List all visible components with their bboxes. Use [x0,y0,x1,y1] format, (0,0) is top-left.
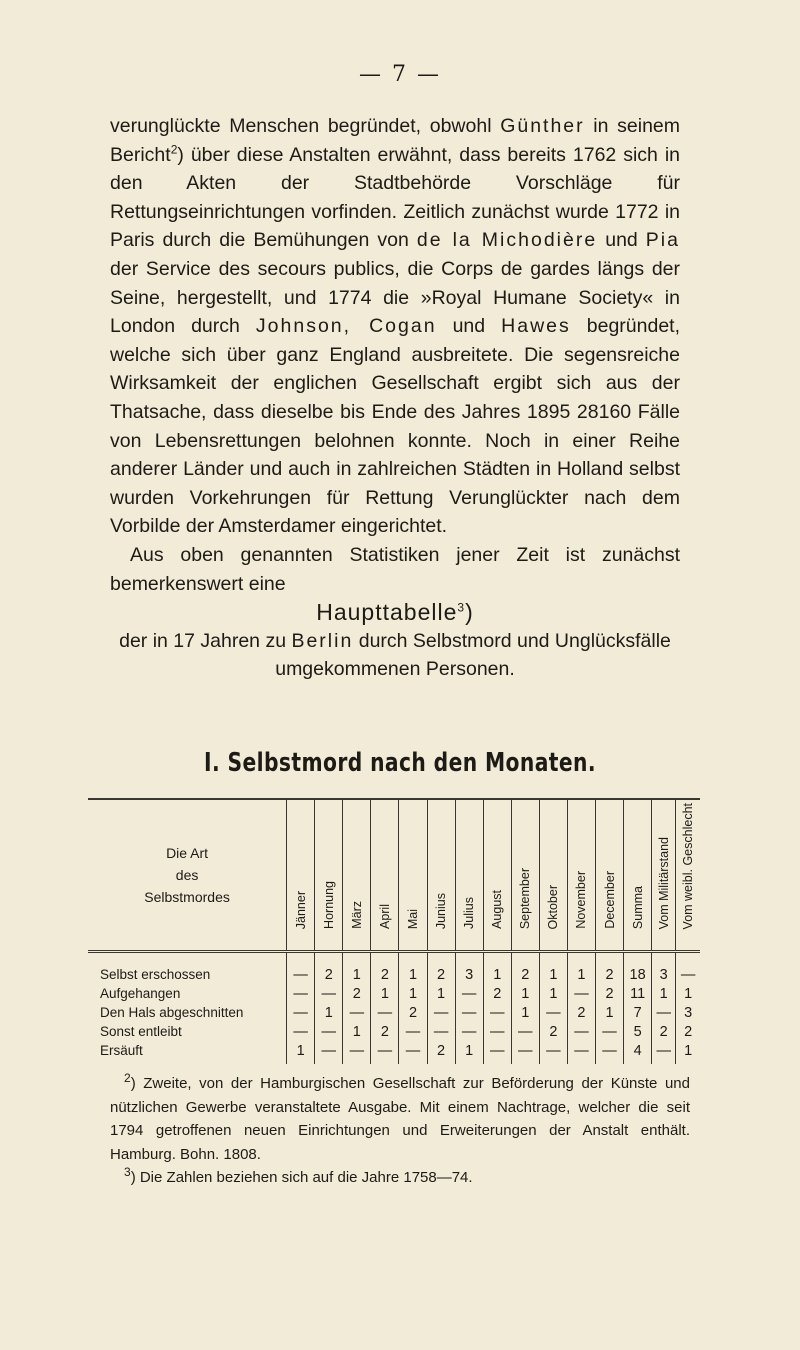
table-cell: — [287,1003,315,1022]
body-text [110,112,680,684]
column-header [371,799,399,952]
table-cell: — [287,952,315,985]
name-johnson-cogan: Johnson, Cogan [255,315,437,338]
table-cell: — [343,1041,371,1064]
text-run: der Service des secours publics, die Corps de gardes längs der Seine, hergestellt, und 1774 die »Royal Humane Society« in London durch [110,257,680,338]
text-run: und [436,315,502,338]
table-cell: — [483,1041,511,1064]
column-header-label: December [602,871,617,929]
table-cell: 1 [539,952,567,985]
column-header [596,799,624,952]
table-header-row [88,799,700,952]
table-row [88,1003,700,1022]
text-run: und [597,229,646,252]
column-header-label: Vom Militärstand [656,836,671,929]
footnote-mark-3: 3 [124,1165,131,1179]
row-kind: Aufgehangen [100,986,181,1001]
table-cell: 7 [624,1003,652,1022]
table-subtitle [110,627,680,684]
column-header-label: Mai [405,908,420,929]
table-cell: 2 [399,1003,427,1022]
column-header-label: Jänner [293,890,308,929]
table-cell: 1 [399,952,427,985]
footnote-text: ) Die Zahlen beziehen sich auf die Jahre 1758—74. [130,1169,473,1186]
table-cell: — [399,1041,427,1064]
table-cell: — [676,952,700,985]
column-header-label: Summa [630,885,645,929]
table-cell: 1 [567,952,595,985]
statistics-table [88,798,700,1064]
column-header-label: April [377,903,392,929]
table-cell: — [511,1041,539,1064]
row-kind: Selbst erschossen [100,967,211,982]
table-cell: — [343,1003,371,1022]
table-cell: 2 [652,1022,676,1041]
row-kind: Den Hals abgeschnitten [100,1005,244,1020]
table-cell: 2 [596,984,624,1003]
paragraph-2: Aus oben genannten Statistiken jener Zeit ist zunächst bemerkenswert eine [110,543,680,595]
table-cell: — [596,1041,624,1064]
table-cell: 2 [596,952,624,985]
table-cell: 2 [371,952,399,985]
text-run: der in 17 Jahren zu [119,629,292,652]
column-header [483,799,511,952]
table-cell: — [567,1022,595,1041]
column-header-label: Junius [434,892,449,929]
footnotes [110,1072,690,1190]
table-cell: 2 [539,1022,567,1041]
table-cell: 1 [371,984,399,1003]
table-cell: — [596,1022,624,1041]
table-cell: — [315,1022,343,1041]
column-header [427,799,455,952]
table-cell: 1 [483,952,511,985]
table-cell: — [652,1003,676,1022]
paragraph-1 [110,112,680,541]
table-cell: — [315,1041,343,1064]
table-cell: 1 [343,952,371,985]
footnote-ref-2: 2 [170,142,178,157]
table-cell: 3 [455,952,483,985]
statistics-table-wrap [88,798,700,1064]
table-cell: 1 [287,1041,315,1064]
table-cell: 1 [676,984,700,1003]
table-cell: 1 [539,984,567,1003]
table-cell: 1 [676,1041,700,1064]
table-row [88,984,700,1003]
name-michodiere: de la Michodière [416,229,598,252]
column-header [567,799,595,952]
table-cell: 1 [455,1041,483,1064]
column-header-label: September [518,867,533,929]
footnote-mark-2: 2 [124,1071,131,1085]
footnote-2 [110,1072,690,1166]
column-header-label: August [490,890,505,929]
table-cell: 4 [624,1041,652,1064]
table-row [88,1022,700,1041]
table-cell: 1 [315,1003,343,1022]
table-cell: 1 [343,1022,371,1041]
table-cell: 1 [511,984,539,1003]
table-row [88,1041,700,1064]
page-number: — 7 — [359,62,441,87]
footnote-ref-3: 3 [457,600,466,615]
column-header-label: November [574,871,589,929]
table-cell: — [287,984,315,1003]
column-header [624,799,652,952]
table-cell: 3 [652,952,676,985]
column-header-label: März [349,901,364,929]
table-cell: 2 [427,952,455,985]
table-cell: 2 [343,984,371,1003]
column-header [511,799,539,952]
footnote-text: ) Zweite, von der Hamburgischen Gesellschaft zur Beförderung der Künste und nützlichen Gewerbe veranstaltete Ausgabe. Mit einem Nachtrage, welcher die seit 1794 getroffenen neuen Einrichtungen und Erweiterungen der Anstalt enthält. Hamburg. Bohn. 1808. [110,1075,690,1163]
table-cell: 1 [596,1003,624,1022]
table-cell: — [455,984,483,1003]
kind-header [88,799,287,952]
table-cell: 2 [371,1022,399,1041]
column-header [455,799,483,952]
table-cell: — [427,1022,455,1041]
column-header [287,799,315,952]
text-run: durch Selbstmord und Unglücksfälle umgekommenen Personen. [275,629,671,681]
table-cell: — [455,1003,483,1022]
table-cell: 1 [652,984,676,1003]
column-header-label: Vom weibl. Geschlecht [681,802,696,929]
table-cell: — [511,1022,539,1041]
row-kind: Sonst entleibt [100,1024,182,1039]
table-cell: — [483,1003,511,1022]
kind-header-line: Die Art [166,845,209,861]
table-label [110,598,680,627]
table-cell: — [483,1022,511,1041]
table-cell: — [371,1003,399,1022]
table-cell: 1 [399,984,427,1003]
haupttabelle-label: Haupttabelle [316,599,458,626]
table-cell: 2 [483,984,511,1003]
table-row [88,952,700,985]
column-header [539,799,567,952]
name-guenther: Günther [500,115,585,137]
column-header [315,799,343,952]
table-cell: 2 [676,1022,700,1041]
table-cell: — [455,1022,483,1041]
kind-header-line: Selbstmordes [144,889,230,905]
table-cell: 18 [624,952,652,985]
table-cell: 5 [624,1022,652,1041]
table-cell: — [315,984,343,1003]
column-header-label: Hornung [321,881,336,929]
text-run: begründet, welche sich über ganz England ausbreitete. Die segensreiche Wirksamkeit der englichen Gesellschaft ergibt sich aus der Thatsache, dass dieselbe bis Ende des Jahres 1895 28160 Fälle von Lebensrettungen belohnen konnte. Noch in einer Reihe anderer Länder und auch in zahlreichen Städten in Holland selbst wurden Vorkehrungen für Rettung Verunglückter nach dem Vorbilde der Amsterdamer eingerichtet. [110,315,681,538]
table-cell: — [567,1041,595,1064]
column-header-label: Oktober [546,884,561,929]
name-hawes: Hawes [501,315,571,338]
table-cell: — [399,1022,427,1041]
column-header [343,799,371,952]
table-cell: 2 [567,1003,595,1022]
text-run: ) [465,599,474,626]
table-cell: 1 [511,1003,539,1022]
name-pia: Pia [645,229,680,252]
table-cell: — [427,1003,455,1022]
table-cell: 11 [624,984,652,1003]
text-run: in seinem Bericht [110,115,680,166]
footnote-3 [110,1166,690,1190]
table-cell: 2 [427,1041,455,1064]
table-cell: — [539,1041,567,1064]
section-title: I. Selbstmord nach den Monaten. [204,748,596,778]
text-run: verunglückte Menschen begründet, obwohl [110,115,501,137]
table-cell: 3 [676,1003,700,1022]
table-cell: — [287,1022,315,1041]
kind-header-line: des [175,867,199,883]
column-header [399,799,427,952]
table-cell: — [567,984,595,1003]
table-cell: — [371,1041,399,1064]
table-cell: — [539,1003,567,1022]
text-run: ) über diese Anstalten erwähnt, dass bereits 1762 sich in den Akten der Stadtbehörde Vorschläge für Rettungseinrichtungen vorfinden. Zeitlich zunächst wurde 1772 in Paris durch die Bemühungen von [110,143,680,252]
column-header [676,799,700,952]
column-header-label: Julius [462,897,477,929]
name-berlin: Berlin [291,629,354,652]
table-cell: — [652,1041,676,1064]
table-cell: 1 [427,984,455,1003]
table-cell: 2 [511,952,539,985]
table-cell: 2 [315,952,343,985]
row-kind: Ersäuft [100,1043,143,1058]
column-header [652,799,676,952]
